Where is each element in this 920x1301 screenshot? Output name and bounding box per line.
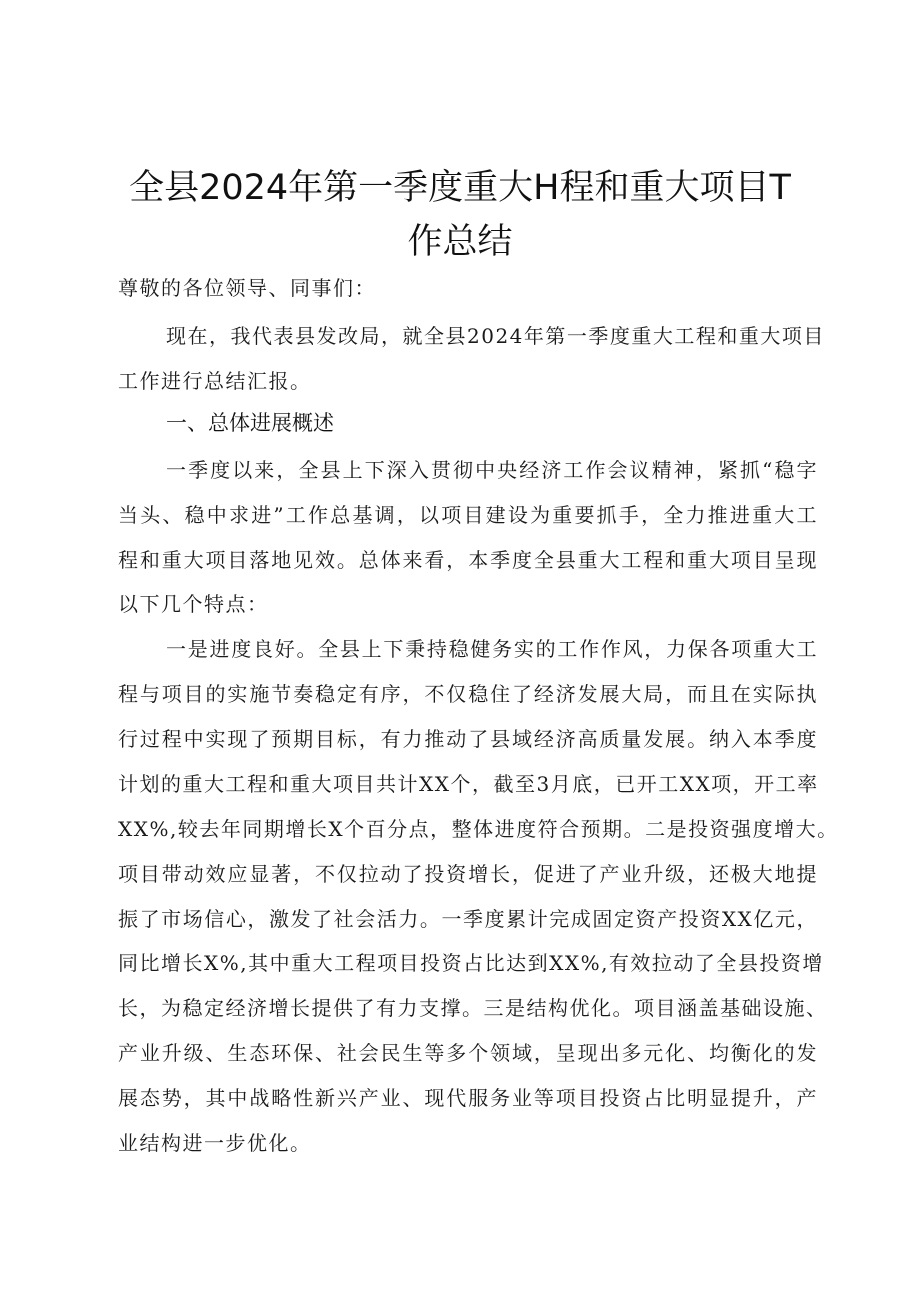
paragraph-line: 以下几个特点： [118, 592, 269, 616]
paragraph-line: 展态势，其中战略性新兴产业、现代服务业等项目投资占比明显提升，产 [118, 1086, 818, 1110]
paragraph-line: 一是进度良好。全县上下秉持稳健务实的工作作风，力保各项重大工 [166, 637, 818, 661]
paragraph-line: 程与项目的实施节奏稳定有序，不仅稳住了经济发展大局，而且在实际执 [118, 682, 818, 706]
document-title-line-1: 全县2024年第一季度重大H程和重大项目T [129, 168, 791, 208]
paragraph-line: 项目带动效应显著，不仅拉动了投资增长，促进了产业升级，还极大地提 [118, 862, 818, 886]
section-heading: 一、总体进展概述 [166, 411, 334, 435]
paragraph-line: 程和重大项目落地见效。总体来看，本季度全县重大工程和重大项目呈现 [118, 548, 818, 572]
intro-line: 现在，我代表县发改局，就全县2024年第一季度重大工程和重大项目 [166, 324, 825, 348]
paragraph-line: 业结构进一步优化。 [118, 1131, 312, 1155]
paragraph-line: 当头、稳中求进”工作总基调，以项目建设为重要抓手，全力推进重大工 [118, 503, 818, 527]
intro-line: 工作进行总结汇报。 [118, 369, 312, 393]
salutation: 尊敬的各位领导、同事们： [118, 276, 376, 300]
paragraph-line: 一季度以来，全县上下深入贯彻中央经济工作会议精神，紧抓“稳字 [166, 458, 818, 482]
paragraph-line: 计划的重大工程和重大项目共计XX个，截至3月底，已开工XX项，开工率 [118, 772, 819, 796]
paragraph-line: XX%,较去年同期增长X个百分点，整体进度符合预期。二是投资强度增大。 [118, 817, 839, 841]
paragraph-line: 振了市场信心，激发了社会活力。一季度累计完成固定资产投资XX亿元， [118, 907, 818, 931]
document-title-line-2: 作总结 [407, 222, 513, 262]
paragraph-line: 长，为稳定经济增长提供了有力支撑。三是结构优化。项目涵盖基础设施、 [118, 996, 828, 1020]
paragraph-line: 行过程中实现了预期目标，有力推动了县域经济高质量发展。纳入本季度 [118, 727, 818, 751]
paragraph-line: 同比增长X%,其中重大工程项目投资占比达到XX%,有效拉动了全县投资增 [118, 951, 824, 975]
paragraph-line: 产业升级、生态环保、社会民生等多个领域，呈现出多元化、均衡化的发 [118, 1041, 818, 1065]
